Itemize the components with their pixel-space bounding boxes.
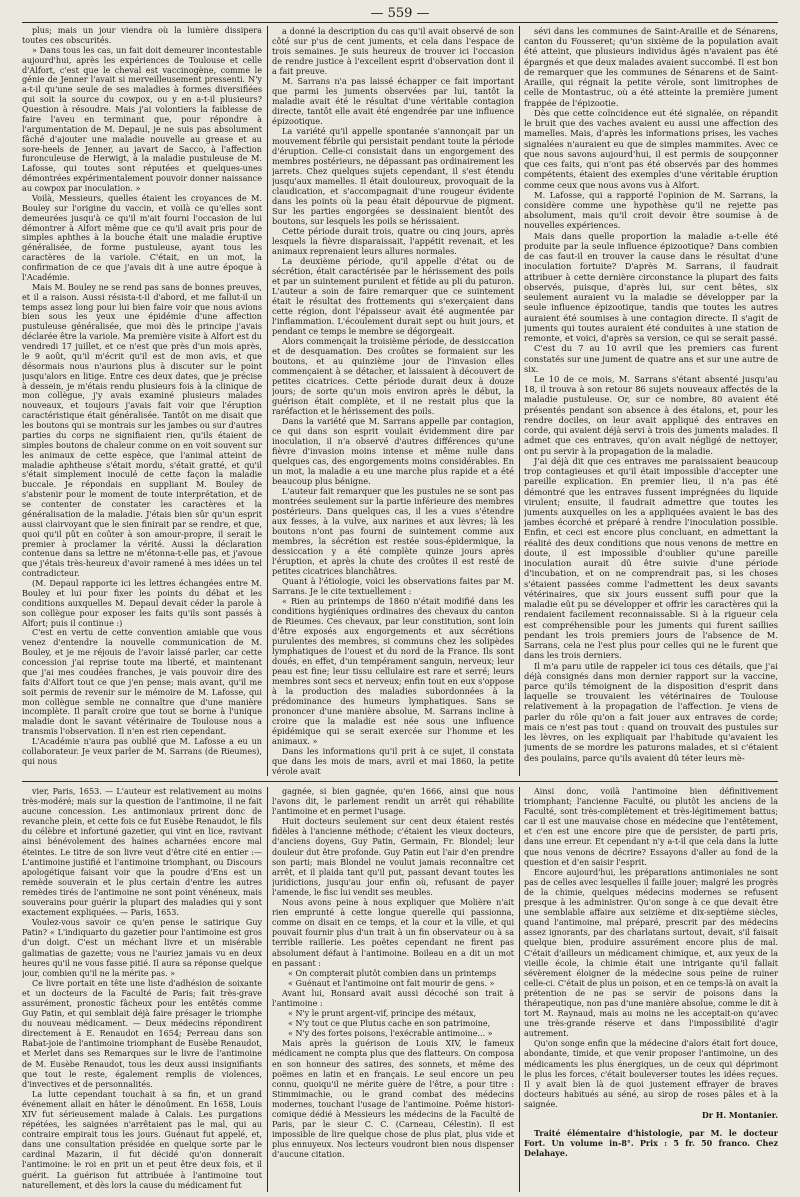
paragraph: M. Sarrans n'a pas laissé échapper ce fait important que parmi les juments observées par lui, tantôt la maladie avait été le résultat d'une véritable contagion directe, tantôt elle avait été engendrée par une influence épizootique.: [272, 76, 514, 126]
paragraph: Qu'on songe enfin que la médecine d'alors était fort douce, abondante, timide, et que venir proposer l'antimoine, un des médicaments les plus énergiques, un de ceux qui déprimont le plus les forces, c'était bouleverser toutes les idées reçues. Il y avait bien là de quoi justement effrayer de braves docteurs habitués au séné, au sirop de roses pâles et à la saignée.: [524, 1039, 778, 1109]
paragraph: sévi dans les communes de Saint-Araille et de Sénarens, canton du Fousseret; qu'un sixième de la population avait été atteint, que plusieurs individus âgés n'avaient pas été épargnés et que deux malades avaient succombé. Il est bon de remarquer que les communes de Sénarens et de Saint-Araille, qui régnait la petite vérole, sont limitrophes de celle de Montastruc, où a été atteinte la première jument frappée de l'épizootie.: [524, 26, 778, 108]
paragraph: Dans les informations qu'il prit à ce sujet, il constata que dans les mois de mars, avril et mai 1860, la petite vérole avait: [272, 746, 514, 776]
column-divider: [519, 787, 520, 1192]
paragraph: Voilà, Messieurs, quelles étaient les croyances de M. Bouley sur l'origine du vaccin, et voilà ce qu'elles sont demeurées jusqu'à ce qu'il m'ait fourni l'occasion de lui démontrer à Alfort même que ce qu'il avait pris pour de simples aphthes à la bouche était une maladie éruptive généralisée, de forme pustuleuse, ayant tous les caractères de la variole. C'était, en un mot, la confirmation de ce que j'avais dit à une autre époque à l'Académie.: [22, 192, 262, 282]
author-signature: Dr H. Montanier.: [701, 1110, 778, 1120]
verse-line: « N'y le prunt argent-vif, principe des métaux,: [288, 1009, 477, 1019]
paragraph: C'est du 7 au 10 avril que les premiers cas furent constatés sur une jument de quatre ans et sur une autre de six.: [524, 343, 778, 374]
body-column-3: [524, 26, 778, 776]
verse-line: « Guénaut et l'antimoine ont fait mourir de gens. »: [288, 978, 495, 988]
paragraph: Ce livre portait en tête une liste d'adhésion de soixante et un docteurs de la Faculté de Paris; fait très-grave assurément, pronostic fâcheux pour les entêtés comme Guy Patin, et qui semblait déjà faire présager le triomphe du nouveau médicament. — Deux médecins répondirent directement à E. Renaudot en 1654; Perreau dans son Rabat-joie de l'antimoine triomphant de Eusèbe Renaudot, et Merlet dans ses Remarques sur le livre de l'antimoine de M. Eusèbe Renaudot, tous les deux aussi insignifiants que tout le reste, également remplis de violences, d'invectives et de personnalités.: [22, 978, 262, 1089]
paragraph: La lutte cependant touchait à sa fin, et un grand événement allait en hâter le dénoûment. En 1658, Louis XIV fut sérieusement malade à Calais. Les purgations répétées, les saignées n'arrêtaient pas le mal, qui au contraire empirait tous les jours. Guénaut fut appelé, et, dans une consultation présidée en quelque sorte par le cardinal Mazarin, il fut décidé qu'on donnerait l'antimoine: le roi en prit un et peut être deux fois, et il guérit. La guérison fut attribuée à l'antimoine tout naturellement, et dès lors la cause du médicament fut: [22, 1089, 262, 1190]
paragraph: Le 10 de ce mois, M. Sarrans s'étant absenté jusqu'au 18, il trouva à son retour 86 sujets nouveaux affectés de la maladie pustuleuse. Or, sur ce nombre, 80 avaient été présentés pendant son absence à des étalons, et, pour les rendre dociles, on leur avait appliqué des entraves en corde, qui avaient déjà servi à trois des juments malades. Il admet que ces entraves, qu'on avait négligé de nettoyer, ont pu servir à la propagation de la maladie.: [524, 373, 778, 456]
paragraph: Encore aujourd'hui, les préparations antimoniales ne sont pas de celles avec lesquelles il faille jouer; malgré les progrès de la chimie, quelques médecins modernes se refusent presque à les administrer. Qu'on songe à ce que devait être une semblable affaire aux seizième et dix-septième siècles, quand l'antimoine, mal préparé, prescrit par des médecins assez ignorants, par des charlatans surtout, devait, s'il faisait quelque bien, produire assurément encore plus de mal. C'était d'ailleurs un médicament chimique, et, aux yeux de la vieille école, la chimie était une intrigante qu'il fallait sévèrement éloigner de la médecine sous peine de ruiner celle-ci. C'était de plus un poison, et en ce temps-là on avait la prétention de ne pas se servir de poisons dans la thérapeutique, non pas d'une manière absolue, comme le dit à tort M. Raynaud, mais au moins ne les acceptait-on qu'avec une très-grande réserve et dans l'impossibilité d'agir autrement.: [524, 867, 778, 1039]
paragraph: Nous avons peine à nous expliquer que Molière n'ait rien emprunté à cette longue querelle qui passionna, comme on disait en ce temps, et la cour et la ville, et qui pouvait fournir plus d'un trait à un fin observateur ou à sa terrible raillerie. Les poëtes cependant ne firent pas absolument défaut à l'antimoine. Boileau en a dit un mot en passant :: [272, 898, 514, 968]
paragraph: plus; mais un jour viendra où la lumière dissipera toutes ces obscurités.: [22, 26, 262, 45]
body-column-1: [22, 26, 262, 776]
paragraph: gagnée, si bien gagnée, qu'en 1666, ainsi que nous l'avons dit, le parlement rendit un arrêt qui réhabilite l'antimoine et en permet l'usage.: [272, 787, 514, 817]
paragraph: J'ai déjà dit que ces entraves me paraissaient beaucoup trop contagieuses et qu'il était impossible d'accepter une pareille explication. En premier lieu, il n'a pas été démontré que les entraves fussent imprégnées du liquide virulent; ensuite, il faudrait admettre que toutes les juments auxquelles on les a appliquées avaient le bas des jambes écorché et préparé à rendre l'inoculation possible. Enfin, et ceci est encore plus concluant, en admettant la réalité des deux conditions que nous venons de mettre en doute, il est impossible d'oublier qu'une pareille inoculation aurait dû être suivie d'une période d'incubation, et on ne comprendrait pas, si les choses s'étaient passées comme l'admettent les deux savants vétérinaires, que six jours eussent suffi pour que la maladie eût pu se développer et offrir les caractères qui la rendaient facilement reconnaissable. Si à la rigueur cela est compréhensible pour les juments qui furent saillies pendant les trois premiers jours de l'absence de M. Sarrans, cela ne l'est plus pour celles qui ne le furent que dans les trois derniers.: [524, 455, 778, 661]
paragraph: M. Lafosse, qui a rapporté l'opinion de M. Sarrans, la considère comme une hypothèse qu'il ne rejette pas absolument, mais qu'il croit devoir être soumise à de nouvelles expériences.: [524, 189, 778, 231]
feuilleton-column-3: [524, 787, 778, 1192]
paragraph: Cette période durait trois, quatre ou cinq jours, après lesquels la fièvre disparaissait, l'appétit revenait, et les animaux reprenaient leurs allures normales.: [272, 226, 514, 256]
paragraph: Dans la variété que M. Sarrans appelle par contagion, ce qui dans son esprit voulait évidemment dire par inoculation, il n'a observé d'autres différences qu'une fièvre d'invasion moins intense et même nulle dans quelques cas, des engorgements moins considérables. En un mot, la maladie a eu une marche plus rapide et a été beaucoup plus bénigne.: [272, 416, 514, 486]
verse-line: « N'y tout ce que Plutus cache en son patrimoine,: [288, 1019, 491, 1029]
paragraph: (M. Depaul rapporte ici les lettres échangées entre M. Bouley et lui pour fixer les points du débat et les conditions auxquelles M. Depaul devait céder la parole à son collègue pour exposer les faits qu'ils sont passés à Alfort; puis il continue :): [22, 578, 262, 628]
paragraph: La deuxième période, qu'il appelle d'état ou de sécrétion, était caractérisée par le hérissement des poils et par un suintement purulent et fétide au pli du paturon. L'auteur a soin de faire remarquer que ce suintement était le résultat des frottements qui s'exerçaient dans cette région, dont l'épaisseur avait été augmentée par l'inflammation. L'écoulement durait sept ou huit jours, et pendant ce temps le membre se dégorgeait.: [272, 256, 514, 336]
paragraph: Huit docteurs seulement sur cent deux étaient restés fidèles à l'ancienne méthode; c'étaient les vieux docteurs, d'anciens doyens, Guy Patin, Germain, Fr. Blondel; leur douleur dut être profonde. Guy Patin eut l'air d'en prendre son parti; mais Blondel ne voulut jamais reconnaître cet arrêt, et il plaida tant qu'il put, passant devant toutes les juridictions, jusqu'au jour enfin où, refusant de payer l'amende, le fisc lui vendit ses meubles.: [272, 817, 514, 897]
paragraph: Dès que cette coïncidence eut été signalée, on répandit le bruit que des vaches avaient eu aussi une affection des mamelles. Mais, d'après les informations prises, les vaches signalées n'auraient eu que de simples mammites. Avec ce que nous savons aujourd'hui, il est permis de soupçonner que ces faits, qui n'ont pas été observés par des hommes compétents, étaient des exemples d'une véritable éruption comme ceux que nous avons vus à Alfort.: [524, 107, 778, 190]
column-divider: [267, 787, 268, 1192]
paragraph: « Rien au printemps de 1860 n'était modifié dans les conditions hygiéniques ordinaires des chevaux du canton de Rieumes. Ces chevaux, par leur constitution, sont loin d'être exposés aux engorgements et aux sécrétions purulentes des membres, si communs chez les solipèdes lymphatiques de l'ouest et du nord de la France. Ils sont doués, en effet, d'un tempérament sanguin, nerveux; leur peau est fine; leur tissu cellulaire est rare et serré; leurs membres sont secs et nerveux; enfin tout en eux s'oppose à la production des maladies subordonnées à la prédominance des humeurs lymphatiques. Sans se prononcer d'une manière absolue, M. Sarrans incline à croire que la maladie est née sous une influence épidémique qui se serait exercée sur l'homme et les animaux. »: [272, 596, 514, 746]
feuilleton-column-1: [22, 787, 262, 1192]
paragraph: C'est en vertu de cette convention amiable que vous venez d'entendre la nouvelle communication de M. Bouley, et je me réjouis de l'avoir laissé parler, car cette concession j'ai reprise toute ma liberté, et maintenant que j'ai mes coudées franches, je vais pouvoir dire des faits d'Alfort tout ce que j'en pense; mais avant, qu'il me soit permis de revenir sur le mémoire de M. Lafosse, qui mon collègue semble ne connaître que d'une manière incomplète. Il paraît croire que tout se borne à l'unique maladie dont le savant vétérinaire de Toulouse nous a transmis l'observation. Il n'en est rien cependant.: [22, 627, 262, 737]
paragraph: Quant à l'étiologie, voici les observations faites par M. Sarrans. Je le cite textuellement :: [272, 576, 514, 596]
column-divider: [267, 26, 268, 776]
verse-line: « On compterait plutôt combien dans un printemps: [288, 968, 497, 978]
paragraph: Mais dans quelle proportion la maladie a-t-elle été produite par la seule influence épizootique? Dans combien de cas faut-il en trouver la cause dans le résultat d'une inoculation fortuite? D'après M. Sarrans, il faudrait attribuer à cette dernière circonstance la plupart des faits observés, puisque, d'après lui, sur cent bêtes, six seulement auraient vu la maladie se développer par la seule influence épizootique, tandis que toutes les autres auraient été soumises à une contagion directe. Il s'agit de juments qui toutes auraient été conduites à une station de remonte, et voici, d'après sa version, ce qui se serait passé.: [524, 230, 778, 344]
feuilleton-rule: [22, 781, 778, 782]
feuilleton-column-2: [272, 787, 514, 1192]
column-divider: [519, 26, 520, 776]
paragraph: Mais après la guérison de Louis XIV, le fameux médicament ne compta plus que des flatteurs. On composa en son honneur des satires, des sonnets, et même des poëmes en latin et en français. Le seul encore un peu connu, quoiqu'il ne mérite guère de l'être, a pour titre : Stimmimachie, ou le grand combat des médecins modernes, touchant l'usage de l'antimoine. Poëme histori-comique dédié à Messieurs les médecins de la Faculté de Paris, par le sieur C. C. (Carneau, Célestin). Il est impossible de lire quelque chose de plus plat, plus vide et plus ennuyeux. Nos lecteurs voudront bien nous dispenser d'aucune citation.: [272, 1039, 514, 1160]
paragraph: L'auteur fait remarquer que les pustules ne se sont pas montrées seulement sur la partie inférieure des membres postérieurs. Dans quelques cas, il les a vues s'étendre aux fesses, à la vulve, aux narines et aux lèvres; là les boutons n'ont pas fourni de suintement comme aux membres, la sécrétion est restée sous-épidermique, la dessiccation y a été complète quinze jours après l'éruption, et après la chute des croûtes il est resté de petites cicatrices blanchâtres.: [272, 486, 514, 576]
paragraph: La variété qu'il appelle spontanée s'annonçait par un mouvement fébrile qui persistait pendant toute la période d'éruption. Celle-ci consistait dans un engorgement des membres postérieurs, ne dépassant pas ordinairement les jarrets. Chez quelques sujets cependant, il s'est étendu jusqu'aux mamelles. Il était douloureux, provoquait de la claudication, et s'accompagnait d'une rougeur évidente dans les points où la peau était dépourvue de pigment. Sur les parties engorgées se dessinaient bientôt des boutons, sur lesquels les poils se hérissaient.: [272, 126, 514, 226]
paragraph: Avant lui, Ronsard avait aussi décoché son trait à l'antimoine :: [272, 988, 514, 1008]
body-column-2: [272, 26, 514, 776]
header-rule: [22, 22, 778, 23]
paragraph: Ainsi donc, voilà l'antimoine bien définitivement triomphant; l'ancienne Faculté, ou plutôt les anciens de la Faculté, sont très-complètement et très-légitimement battus; car il est une mauvaise chose en médecine que l'entêtement, et c'en est une encore pire que de persister, de parti pris, dans une erreur. Et cependant n'y a-t-il que cela dans la lutte que nous venons de décrire? Essayons d'aller au fond de la question et d'en saisir l'esprit.: [524, 787, 778, 867]
paragraph: Voulez-vous savoir ce qu'en pense le satirique Guy Patin? « L'indiquarto du gazetier pour l'antimoine est gros d'un doigt. C'est un méchant livre et un misérable galimatias de gazette; vous ne l'auriez jamais vu en deux heures qu'il ne vous fasse pitié. Il aura sa réponse quelque jour, combien qu'il ne la mérite pas. »: [22, 918, 262, 978]
bibliography-notice: Traité élémentaire d'histologie, par M. le docteur Fort. Un volume in-8°. Prix : 5 fr. 50 franco. Chez Delahaye.: [524, 1128, 778, 1159]
paragraph: L'Académie n'aura pas oublié que M. Lafosse a eu un collaborateur. Je veux parler de M. Sarrans (de Rieumes), qui nous: [22, 736, 262, 766]
paragraph: a donné la description du cas qu'il avait observé de son côté sur p'us de cent juments, et cela dans l'espace de trois semaines. Je suis heureux de trouver ici l'occasion de rendre justice à l'excellent esprit d'observation dont il a fait preuve.: [272, 26, 514, 76]
paragraph: Alors commençait la troisième période, de dessiccation et de desquamation. Des croûtes se formaient sur les boutons, et au quinzième jour de l'invasion elles commençaient à se détacher, et laissaient à découvert de petites cicatrices. Cette période durait deux à douze jours; de sorte qu'un mois environ après le début, la guérison était complète, et il ne restait plus que la raréfaction et le hérissement des poils.: [272, 336, 514, 416]
page-number: — 559 —: [370, 6, 430, 21]
paragraph: Il m'a paru utile de rappeler ici tous ces détails, que j'ai déjà consignés dans mon dernier rapport sur la vaccine, parce qu'ils témoignent de la disposition d'esprit dans laquelle se trouvaient les vétérinaires de Toulouse relativement à la propagation de l'affection. Je viens de parler du rôle qu'on a fait jouer aux entraves de corde; mais ce n'est pas tout : quand on trouvait des pustules sur les lèvres, on les expliquait par l'habitude qu'avaient les juments de se mordre les paturons malades, et si c'étaient des poulains, parce qu'ils avaient dû téter leurs mè-: [524, 660, 778, 763]
paragraph: Mais M. Bouley ne se rend pas sans de bonnes preuves, et il a raison. Aussi résista-t-il d'abord, et me fallut-il un temps assez long pour lui bien faire voir que nous avions bien sous les yeux une épidémie d'une affection pustuleuse généralisée, que moi dès le principe j'avais déclarée être la variole. Ma première visite à Alfort est du vendredi 17 juillet, et ce n'est que près d'un mois après, le 9 août, qu'il m'écrit qu'il est de mon avis, et que désormais nous n'aurions plus à discuter sur le point jusqu'alors en litige. Entre ces deux dates, que je précise à dessein, je m'étais rendu plusieurs fois à la clinique de mon collègue, j'y avais examiné plusieurs malades nouveaux, et toujours j'avais fait voir que l'éruption caractéristique était généralisée. Tantôt on me disait que les boutons qui se montrais sur les jambes ou sur d'autres parties du corps ne signifiaient rien, qu'ils étaient de simples boutons de chaleur comme on en voit souvent sur les animaux de cette espèce, que l'animal atteint de maladie aphtheuse s'était mordu, s'était gratté, et qu'il s'était simplement inoculé de cette façon la maladie buccale. Je répondais en suppliant M. Bouley de s'abstenir pour le moment de toute interprétation, et de se contenter de constater les caractères et la généralisation de la maladie. J'étais bien sûr qu'un esprit aussi clairvoyant que le sien finirait par se rendre, et que, quoi qu'il pût en coûter à son amour-propre, il serait le premier à proclamer la vérité. Aussi la déclaration contenue dans sa lettre ne m'étonna-t-elle pas, et j'avoue que j'étais très-heureux d'avoir ramené à mes idées un tel contradicteur.: [22, 281, 262, 579]
verse-line: « N'y des fortes poisons, l'exécrable antimoine... »: [288, 1029, 493, 1039]
paragraph: vier, Paris, 1653. — L'auteur est relativement au moins très-modéré; mais sur la question de l'antimoine, il ne fait aucune concession. Les antimoniaux prirent donc de revanche plein, et cette fois ce fut Eusèbe Renaudot, le fils du célèbre et infortuné gazetier, qui vint en lice, ravivant ainsi bénévolement des haines acharnées encore mal éteintes. Le titre de son livre veut d'être cité en entier :— L'antimoine justifié et l'antimoine triomphant, ou Discours apologétique faisant voir que la poudre d'Ens est un remède souverain et le plus certain d'entre les autres remèdes tirés de l'antimoine ne sont point vénéneux, mais souverains pour guérir la plupart des maladies qui y sont exactement expliquées. — Paris, 1653.: [22, 787, 262, 918]
paragraph: » Dans tous les cas, un fait doit demeurer incontestable aujourd'hui, après les expériences de Toulouse et celle d'Alfort, c'est que le cheval est vaccinogène, comme le génie de Jenner l'avait si merveilleusement pressenti. N'y a-t-il qu'une seule de ses maladies à formes diversifiées qui soit la source du cowpox, ou y en a-t-il plusieurs? Question à résoudre. Mais j'ai volontiers la faiblesse de faire l'aveu en terminant que, pour répondre à l'argumentation de M. Depaul, je ne suis pas absolument fâché d'ajouter une maladie nouvelle au grease et au sore-heels de Jenner, au javart de Sacco, à l'affection furonculeuse de Herwigt, à la maladie pustuleuse de M. Lafosse, qui toutes sont réputées et quelques-unes démontrées expérimentalement pouvoir donner naissance au cowpox par inoculation. »: [22, 44, 262, 193]
